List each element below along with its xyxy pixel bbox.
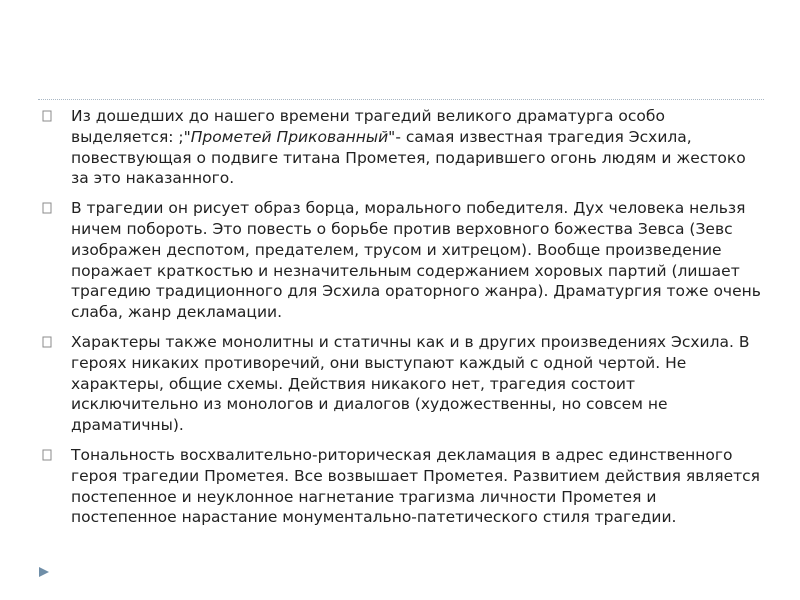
open-square-icon [42,449,54,461]
bullet-item [42,106,764,189]
bullet-item [42,332,764,436]
bullet-item [42,198,764,323]
open-square-icon [42,202,54,214]
bullet-text: В трагедии он рисует образ борца, морального победителя. Дух человека нельзя ничем побороть. Это повесть о борьбе против верховного божества Зевса (Зевс изображен деспотом, предателем, трусом и хитрецом). Вообще произведение поражает краткостью и незначительным содержанием хоровых партий (лишает трагедию традиционного для Эсхила ораторного жанра). Драматургия тоже очень слаба, жанр декламации. [71,199,761,322]
bullet-text: Характеры также монолитны и статичны как и в других произведениях Эсхила. В героях никаких противоречий, они выступают каждый с одной чертой. Не характеры, общие схемы. Действия никакого нет, трагедия состоит исключительно из монологов и диалогов (художественны, но совсем не драматичны). [71,332,750,435]
open-square-icon [42,110,54,122]
bullet-item [42,445,764,528]
play-triangle-icon[interactable] [37,564,51,578]
bullet-text: Тональность восхвалительно-риторическая декламация в адрес единственного героя трагедии Прометея. Все возвышает Прометея. Развитием действия является постепенное и неуклонное нагнетание трагизма личности Прометея и постепенное нарастание монументально-патетического стиля трагедии. [71,445,761,527]
bullet-list [42,106,764,537]
header-divider [38,99,764,100]
emphasized-title: "Прометей Прикованный" [183,127,396,146]
bullet-text: Из дошедших до нашего времени трагедий великого драматурга особо выделяется: ;"Прометей Прикованный"- самая известная трагедия Эсхила, повествующая о подвиге титана Прометея, подарившего огонь людям и жестоко за это наказанного. [71,107,746,188]
open-square-icon [42,336,54,348]
